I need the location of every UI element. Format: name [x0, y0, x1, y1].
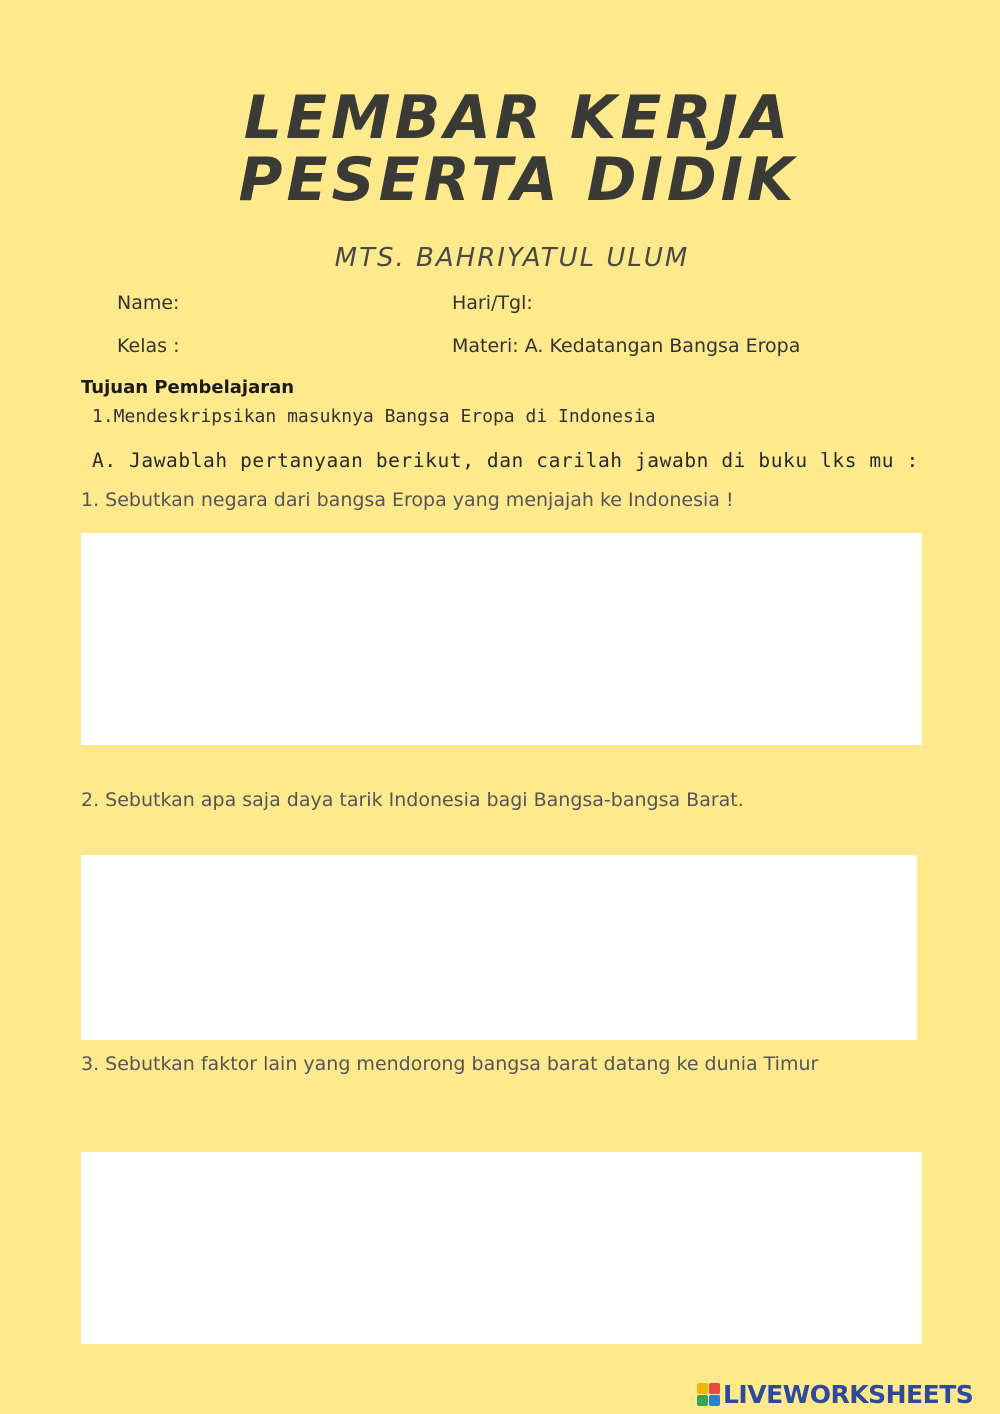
school-name: MTS. BAHRIYATUL ULUM — [334, 243, 690, 273]
learning-goals-heading: Tujuan Pembelajaran — [81, 377, 295, 398]
learning-goal-item: 1.Mendeskripsikan masuknya Bangsa Eropa di Indonesia — [92, 406, 656, 427]
worksheet-title-line2: PESERTA DIDIK — [238, 145, 798, 215]
liveworksheets-watermark — [697, 1378, 973, 1410]
worksheet-title-line1: LEMBAR KERJA — [243, 83, 793, 153]
name-field-label: Name: — [117, 292, 180, 314]
answer-box-2[interactable] — [81, 855, 917, 1040]
class-field-label: Kelas : — [117, 335, 180, 357]
instruction-text: A. Jawablah pertanyaan berikut, dan carilah jawabn di buku lks mu : — [92, 449, 919, 472]
question-2: 2. Sebutkan apa saja daya tarik Indonesia bagi Bangsa-bangsa Barat. — [81, 789, 744, 811]
answer-box-3[interactable] — [81, 1152, 922, 1344]
question-3: 3. Sebutkan faktor lain yang mendorong bangsa barat datang ke dunia Timur — [81, 1053, 819, 1075]
answer-box-1[interactable] — [81, 533, 922, 745]
watermark-text: LIVEWORKSHEETS — [723, 1379, 974, 1409]
topic-field-label: Materi: A. Kedatangan Bangsa Eropa — [452, 335, 801, 357]
liveworksheets-logo-icon — [697, 1383, 720, 1406]
date-field-label: Hari/Tgl: — [452, 292, 533, 314]
question-1: 1. Sebutkan negara dari bangsa Eropa yang menjajah ke Indonesia ! — [81, 489, 734, 511]
